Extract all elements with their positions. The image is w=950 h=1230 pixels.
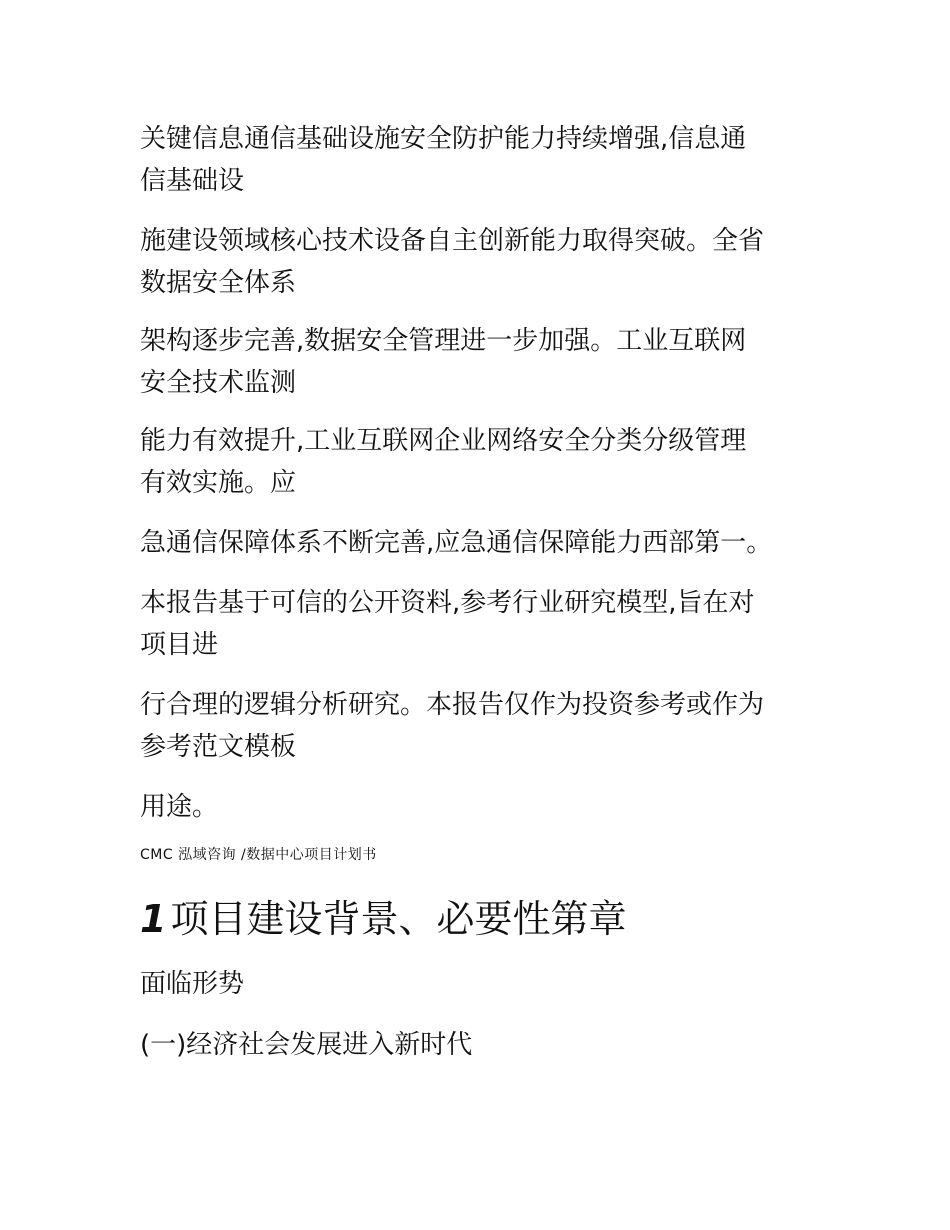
source-caption: CMC 泓域咨询 /数据中心项目计划书 <box>140 847 377 863</box>
paragraph <box>140 420 820 504</box>
paragraph-line: 能力有效提升,工业互联网企业网络安全分类分级管理 <box>140 426 747 456</box>
paragraph <box>140 684 820 768</box>
paragraph-line: 本报告基于可信的公开资料,参考行业研究模型,旨在对 <box>140 588 755 618</box>
paragraph-line: 参考范文模板 <box>140 732 297 762</box>
paragraph <box>140 118 820 202</box>
chapter-title: 项目建设背景、必要性第章 <box>170 897 627 941</box>
paragraph-line: 信基础设 <box>140 166 245 196</box>
section-heading: 面临形势 <box>140 969 245 999</box>
paragraph-line: 用途。 <box>140 792 219 822</box>
paragraph-line: 项目进 <box>140 630 219 660</box>
paragraph-line: 关键信息通信基础设施安全防护能力持续增强,信息通 <box>140 124 747 154</box>
paragraph-line: 急通信保障体系不断完善,应急通信保障能力西部第一。 <box>140 528 773 558</box>
paragraph-line: 数据安全体系 <box>140 268 297 298</box>
paragraph <box>140 582 820 666</box>
chapter-heading <box>140 893 626 945</box>
paragraph <box>140 320 820 404</box>
chapter-number: 1 <box>140 897 167 941</box>
paragraph-line: 安全技术监测 <box>140 368 297 398</box>
paragraph-line: 行合理的逻辑分析研究。本报告仅作为投资参考或作为 <box>140 690 765 720</box>
paragraph <box>140 786 820 828</box>
paragraph-line: 有效实施。应 <box>140 468 297 498</box>
subsection-heading: (一)经济社会发展进入新时代 <box>140 1030 473 1060</box>
paragraph <box>140 522 820 564</box>
paragraph-line: 施建设领域核心技术设备自主创新能力取得突破。全省 <box>140 226 765 256</box>
paragraph <box>140 220 820 304</box>
paragraph-line: 架构逐步完善,数据安全管理进一步加强。工业互联网 <box>140 326 747 356</box>
